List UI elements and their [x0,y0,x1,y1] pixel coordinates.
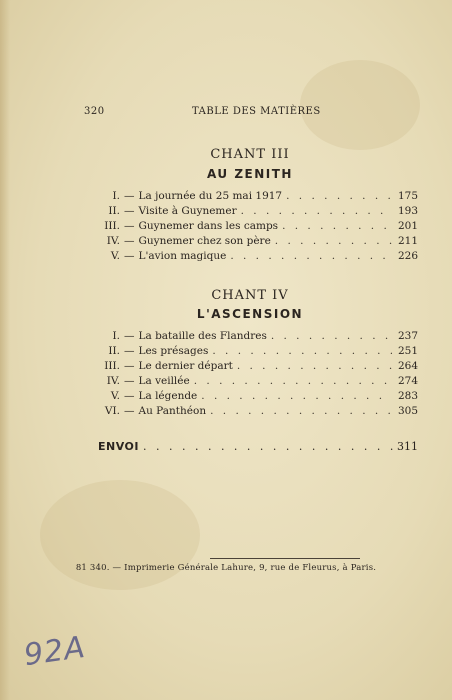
leader-dots [230,250,392,262]
chapter-number: IV. [106,375,120,387]
toc-row [90,375,418,390]
chant3-title: CHANT III [210,147,290,162]
toc-row [90,235,418,250]
chapter-title: Au Panthéon [138,405,207,417]
chapter-title: Les présages [138,345,209,357]
toc-row [90,250,418,265]
chapter-number: II. [108,205,120,217]
printer-imprint: 81 340. — Imprimerie Générale Lahure, 9, rue de Fleurus, à Paris. [75,563,377,573]
running-title: TABLE DES MATIÈRES [192,106,321,117]
toc-row [90,390,418,405]
leader-dots [275,235,392,247]
separator-dash: — [124,345,135,357]
separator-dash: — [124,405,135,417]
separator-dash: — [124,330,135,342]
chapter-number: II. [108,345,120,357]
separator-dash: — [124,375,135,387]
separator-dash: — [124,390,135,402]
page-number: 320 [84,106,105,117]
handwritten-note: 92A [21,629,88,674]
chapter-page: 201 [397,220,418,232]
chapter-title: Guynemer chez son père [138,235,271,247]
toc-row [90,330,418,345]
separator-dash: — [124,235,135,247]
chapter-page: 264 [397,360,418,372]
chant4-title: CHANT IV [211,288,289,303]
chapter-page: 226 [397,250,418,262]
paper-stain [300,60,420,150]
chapter-page: 274 [397,375,418,387]
chant3-toc [90,190,418,265]
chapter-number: VI. [104,405,120,417]
leader-dots [212,345,392,357]
separator-dash: — [124,220,135,232]
chapter-page: 305 [397,405,418,417]
chapter-number: IV. [106,235,120,247]
toc-row [90,405,418,420]
leader-dots [282,220,392,232]
chapter-page: 193 [397,205,418,217]
toc-row [90,220,418,235]
chapter-number: I. [112,190,120,202]
chapter-title: Guynemer dans les camps [138,220,279,232]
leader-dots [143,440,393,453]
chapter-number: I. [112,330,120,342]
chapter-number: V. [110,250,120,262]
page-edge-shadow [0,0,10,700]
chapter-page: 237 [397,330,418,342]
leader-dots [237,360,392,372]
paper-stain [40,480,200,590]
leader-dots [271,330,392,342]
leader-dots [194,375,392,387]
envoi-label: ENVOI [98,440,139,453]
toc-row [90,360,418,375]
leader-dots [210,405,392,417]
chapter-page: 283 [397,390,418,402]
chant3-subtitle: AU ZENITH [207,167,293,181]
chapter-number: V. [110,390,120,402]
separator-dash: — [124,360,135,372]
chapter-title: Visite à Guynemer [138,205,237,217]
chapter-title: La bataille des Flandres [138,330,267,342]
toc-row [90,345,418,360]
envoi-page: 311 [397,440,418,453]
leader-dots [286,190,392,202]
toc-row [90,205,418,220]
chant4-subtitle: L'ASCENSION [196,307,304,321]
chapter-title: La légende [138,390,198,402]
toc-row [90,190,418,205]
chapter-title: La journée du 25 mai 1917 [138,190,283,202]
chapter-page: 211 [397,235,418,247]
chapter-title: La veillée [138,375,190,387]
imprint-divider [210,558,360,559]
chant4-toc [90,330,418,420]
chapter-title: Le dernier départ [138,360,233,372]
chapter-page: 175 [397,190,418,202]
chapter-number: III. [104,220,120,232]
separator-dash: — [124,250,135,262]
leader-dots [241,205,392,217]
chapter-number: III. [104,360,120,372]
separator-dash: — [124,205,135,217]
envoi-row [98,440,418,453]
separator-dash: — [124,190,135,202]
leader-dots [201,390,392,402]
chapter-page: 251 [397,345,418,357]
chapter-title: L'avion magique [138,250,227,262]
